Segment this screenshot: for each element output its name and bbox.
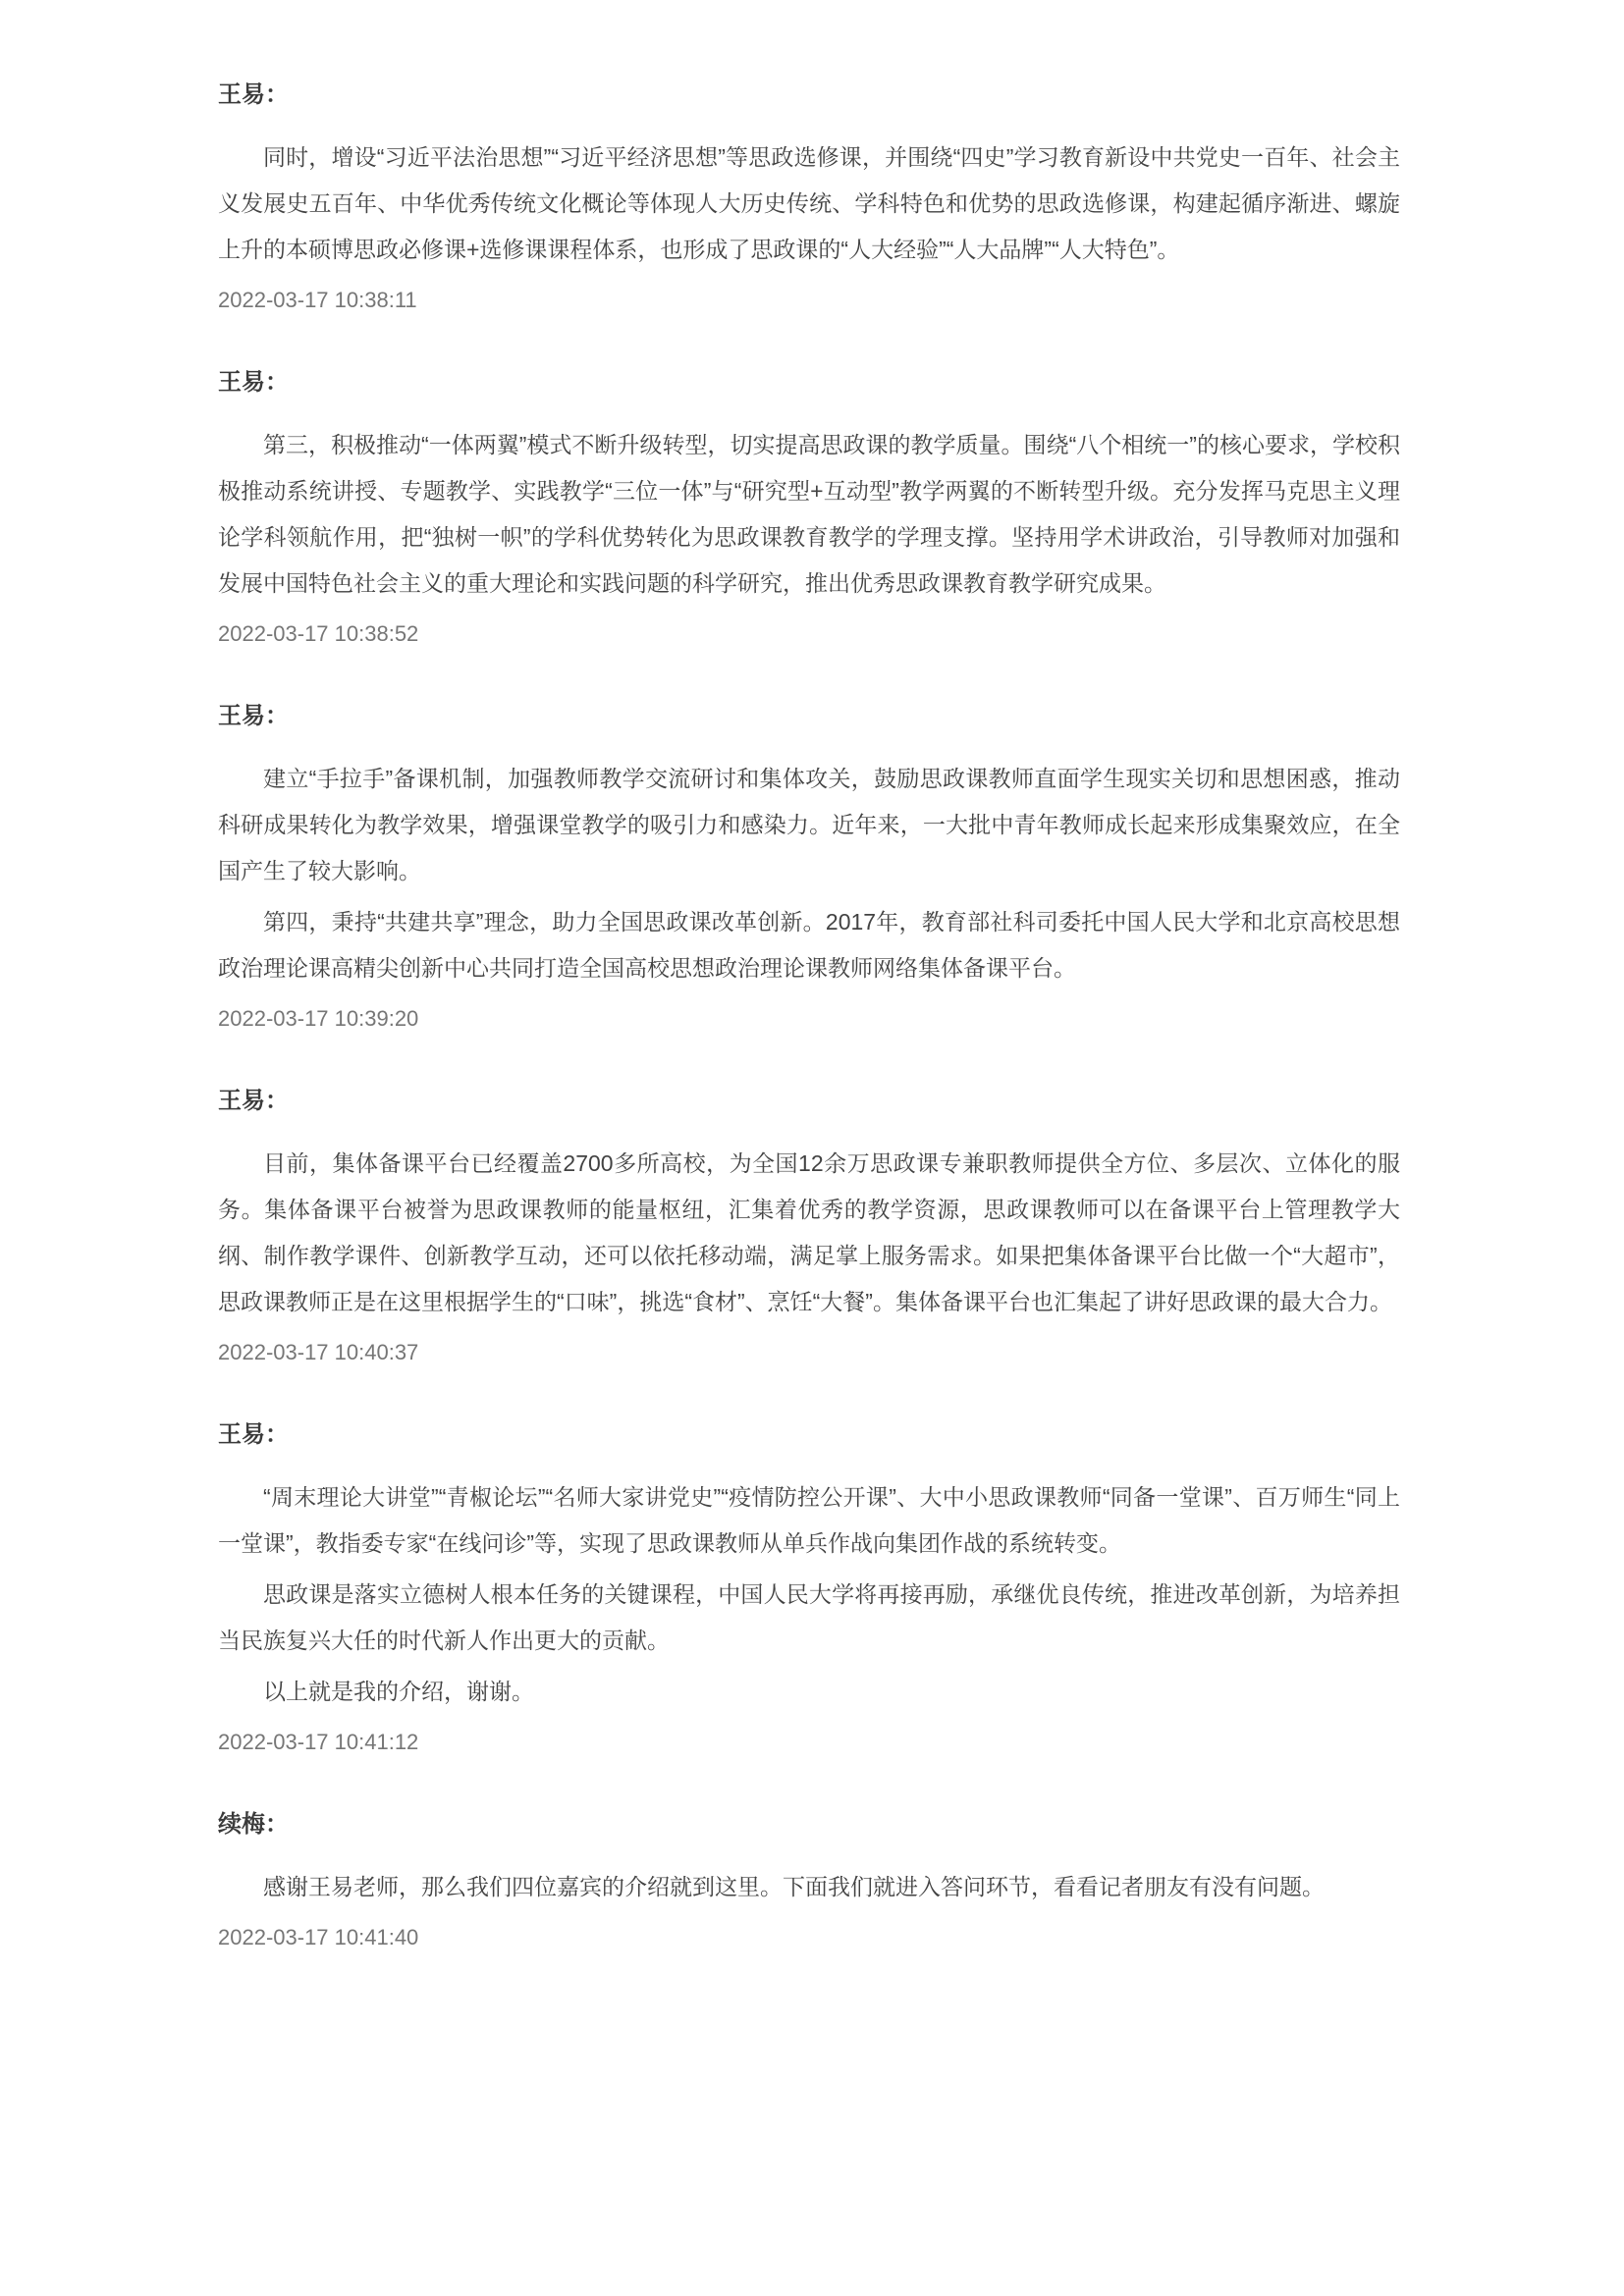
message-paragraph: 感谢王易老师，那么我们四位嘉宾的介绍就到这里。下面我们就进入答问环节，看看记者朋友有没有问题。 <box>263 1874 1325 1899</box>
message <box>218 1089 1400 1365</box>
message <box>218 1812 1400 1950</box>
message-paragraph: 思政课是落实立德树人根本任务的关键课程，中国人民大学将再接再励，承继优良传统，推进改革创新，为培养担当民族复兴大任的时代新人作出更大的贡献。 <box>218 1581 1400 1653</box>
message-timestamp: 2022-03-17 10:38:52 <box>218 621 419 646</box>
message-paragraph: “周末理论大讲堂”“青椒论坛”“名师大家讲党史”“疫情防控公开课”、大中小思政课教师“同备一堂课”、百万师生“同上一堂课”，教指委专家“在线问诊”等，实现了思政课教师从单兵作战向集团作战的系统转变。 <box>218 1484 1400 1556</box>
speaker-name: 续梅： <box>218 1811 289 1838</box>
message <box>218 82 1400 313</box>
message-timestamp: 2022-03-17 10:38:11 <box>218 288 417 312</box>
speaker-name: 王易： <box>218 1088 289 1114</box>
message-paragraph: 建立“手拉手”备课机制，加强教师教学交流研讨和集体攻关，鼓励思政课教师直面学生现实关切和思想困惑，推动科研成果转化为教学效果，增强课堂教学的吸引力和感染力。近年来，一大批中青年教师成长起来形成集聚效应，在全国产生了较大影响。 <box>218 766 1400 883</box>
message-timestamp: 2022-03-17 10:39:20 <box>218 1006 419 1031</box>
message-paragraph: 目前，集体备课平台已经覆盖2700多所高校，为全国12余万思政课专兼职教师提供全方位、多层次、立体化的服务。集体备课平台被誉为思政课教师的能量枢纽，汇集着优秀的教学资源，思政课教师可以在备课平台上管理教学大纲、制作教学课件、创新教学互动，还可以依托移动端，满足掌上服务需求。如果把集体备课平台比做一个“大超市”，思政课教师正是在这里根据学生的“口味”，挑选“食材”、烹饪“大餐”。集体备课平台也汇集起了讲好思政课的最大合力。 <box>218 1150 1400 1314</box>
message-paragraph: 以上就是我的介绍，谢谢。 <box>263 1679 534 1704</box>
message <box>218 370 1400 647</box>
message-timestamp: 2022-03-17 10:41:40 <box>218 1925 419 1949</box>
message-paragraph: 同时，增设“习近平法治思想”“习近平经济思想”等思政选修课，并围绕“四史”学习教育新设中共党史一百年、社会主义发展史五百年、中华优秀传统文化概论等体现人大历史传统、学科特色和优势的思政选修课，构建起循序渐进、螺旋上升的本硕博思政必修课+选修课课程体系，也形成了思政课的“人大经验”“人大品牌”“人大特色”。 <box>218 144 1400 262</box>
speaker-name: 王易： <box>218 703 289 729</box>
speaker-name: 王易： <box>218 1421 289 1448</box>
speaker-name: 王易： <box>218 81 289 108</box>
message-timestamp: 2022-03-17 10:40:37 <box>218 1340 419 1364</box>
speaker-name: 王易： <box>218 369 289 396</box>
message <box>218 1422 1400 1755</box>
message-paragraph: 第四，秉持“共建共享”理念，助力全国思政课改革创新。2017年，教育部社科司委托中国人民大学和北京高校思想政治理论课高精尖创新中心共同打造全国高校思想政治理论课教师网络集体备课平台。 <box>218 909 1400 981</box>
message-paragraph: 第三，积极推动“一体两翼”模式不断升级转型，切实提高思政课的教学质量。围绕“八个相统一”的核心要求，学校积极推动系统讲授、专题教学、实践教学“三位一体”与“研究型+互动型”教学两翼的不断转型升级。充分发挥马克思主义理论学科领航作用，把“独树一帜”的学科优势转化为思政课教育教学的学理支撑。坚持用学术讲政治，引导教师对加强和发展中国特色社会主义的重大理论和实践问题的科学研究，推出优秀思政课教育教学研究成果。 <box>218 432 1400 596</box>
message-timestamp: 2022-03-17 10:41:12 <box>218 1730 419 1754</box>
message <box>218 704 1400 1032</box>
